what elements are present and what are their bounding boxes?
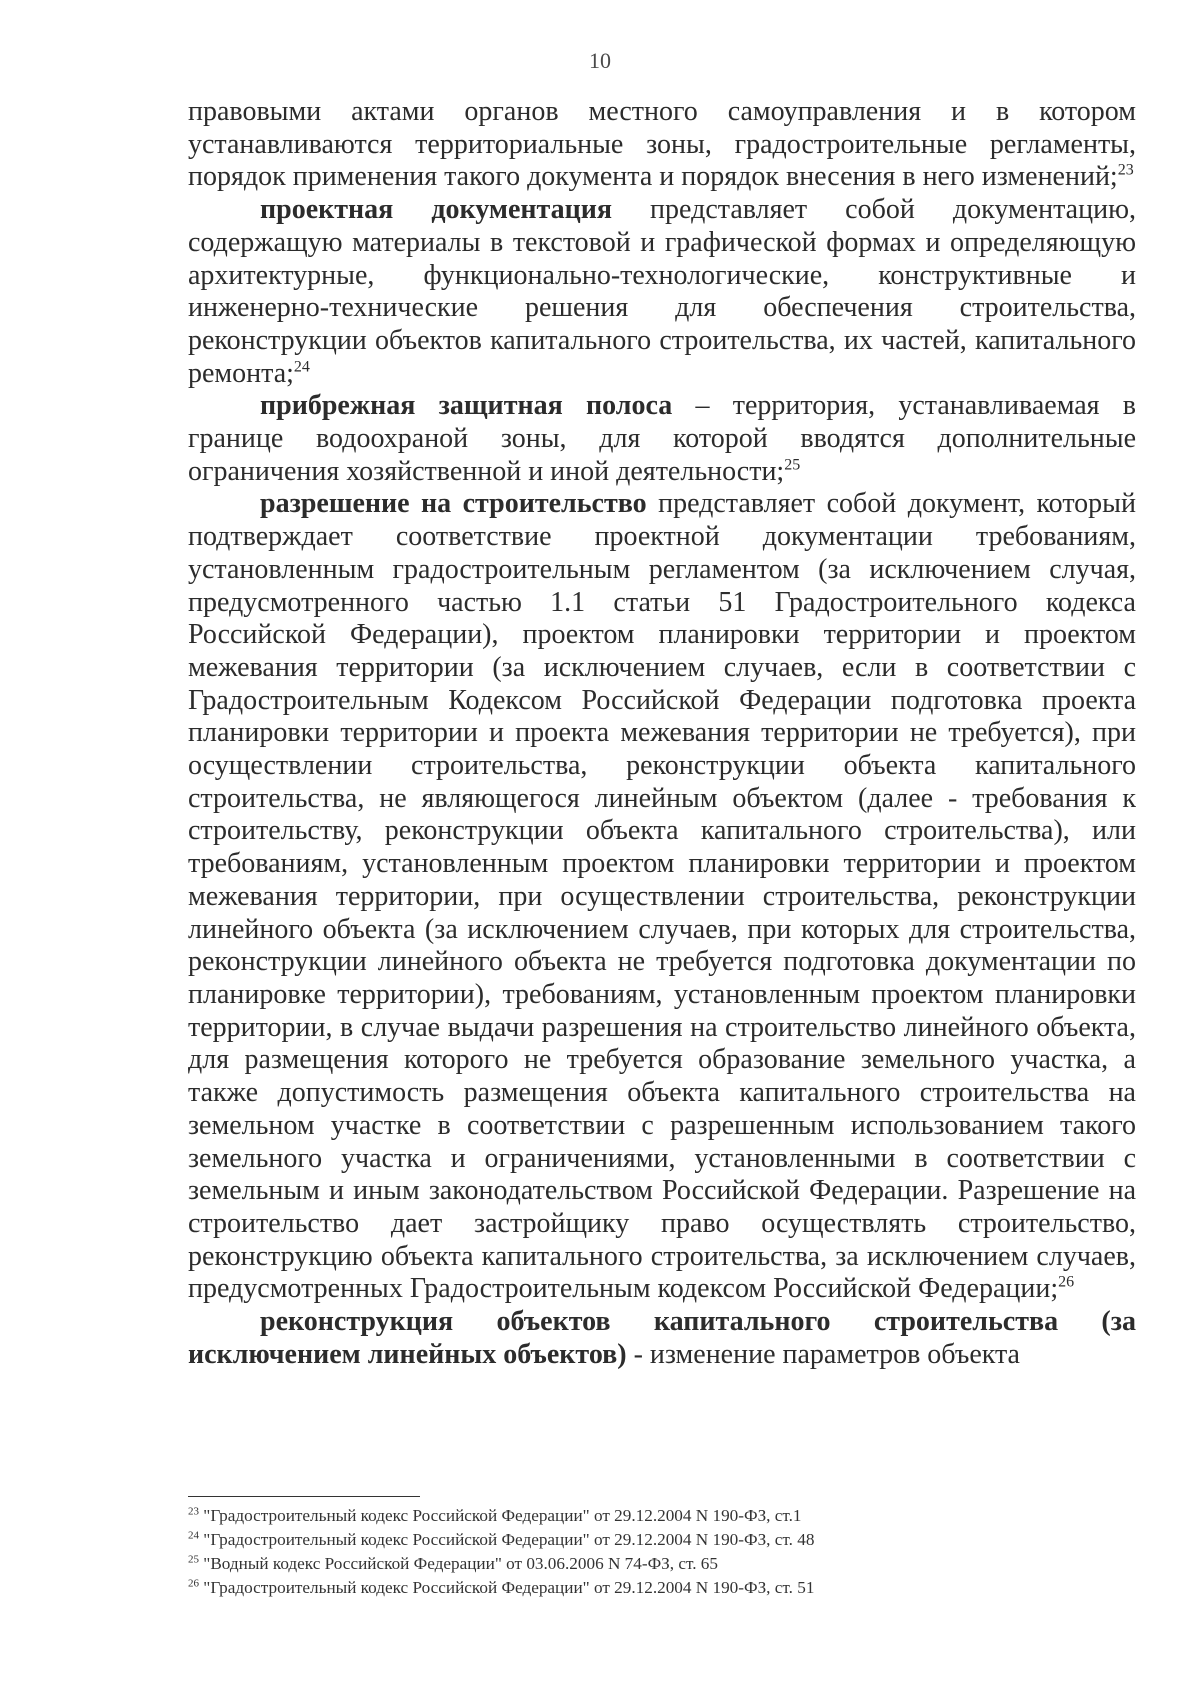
footnote-text: "Градостроительный кодекс Российской Федерации" от 29.12.2004 N 190-ФЗ, ст.1: [199, 1506, 802, 1525]
paragraph-continuation: [188, 96, 1136, 194]
footnote: [188, 1528, 1088, 1552]
footnote: [188, 1504, 1088, 1528]
definition-building-permit: [188, 488, 1136, 1306]
footnote-number: 24: [188, 1529, 199, 1542]
paragraph-text: представляет собой документ, который подтверждает соответствие проектной документации требованиям, установленным градостроительным регламентом (за исключением случая, предусмотренного частью 1.1 статьи 51 Градостроительного кодекса Российской Федерации), проектом планировки территории и проектом межевания территории (за исключением случаев, если в соответствии с Градостроительным Кодексом Российской Федерации подготовка проекта планировки территории и проекта межевания территории не требуется), при осуществлении строительства, реконструкции объекта капитального строительства, не являющегося линейным объектом (далее - требования к строительству, реконструкции объекта капитального строительства), или требованиям, установленным проектом планировки территории и проектом межевания территории, при осуществлении строительства, реконструкции линейного объекта (за исключением случаев, при которых для строительства, реконструкции линейного объекта не требуется подготовка документации по планировке территории), требованиям, установленным проектом планировки территории, в случае выдачи разрешения на строительство линейного объекта, для размещения которого не требуется образование земельного участка, а также допустимость размещения объекта капитального строительства на земельном участке в соответствии с разрешенным использованием такого земельного участка и ограничениями, установленными в соответствии с земельным и иным законодательством Российской Федерации. Разрешение на строительство дает застройщику право осуществлять строительство, реконструкцию объекта капитального строительства, за исключением случаев, предусмотренных Градостроительным кодексом Российской Федерации;: [188, 488, 1136, 1305]
footnote-reference: 25: [784, 456, 801, 474]
footnotes: [188, 1504, 1088, 1600]
footnote-number: 23: [188, 1505, 199, 1518]
footnote-number: 26: [188, 1577, 199, 1590]
defined-term: реконструкция объектов капитального строительства (за исключением линейных объектов): [188, 1306, 1136, 1370]
footnote-text: "Градостроительный кодекс Российской Федерации" от 29.12.2004 N 190-ФЗ, ст. 48: [199, 1530, 815, 1549]
definition-project-documentation: [188, 194, 1136, 390]
page-number: 10: [589, 48, 611, 73]
footnote-reference: 26: [1058, 1273, 1075, 1291]
defined-term: прибрежная защитная полоса: [260, 390, 673, 422]
footnote-text: "Градостроительный кодекс Российской Федерации" от 29.12.2004 N 190-ФЗ, ст. 51: [199, 1578, 815, 1597]
footnote-text: "Водный кодекс Российской Федерации" от 03.06.2006 N 74-ФЗ, ст. 65: [199, 1554, 718, 1573]
footnote: [188, 1552, 1088, 1576]
footnote: [188, 1576, 1088, 1600]
footnote-reference: 24: [293, 358, 310, 376]
definition-coastal-protective-strip: [188, 390, 1136, 488]
paragraph-text: правовыми актами органов местного самоуправления и в котором устанавливаются территориальные зоны, градостроительные регламенты, порядок применения такого документа и порядок внесения в него изменений;: [188, 96, 1136, 193]
defined-term: проектная документация: [260, 194, 613, 226]
footnote-reference: 23: [1117, 162, 1134, 180]
defined-term: разрешение на строительство: [260, 488, 647, 520]
main-text: [188, 96, 1136, 1371]
footnote-divider: [188, 1496, 420, 1497]
footnote-number: 25: [188, 1553, 199, 1566]
definition-reconstruction: [188, 1306, 1136, 1371]
paragraph-text: – территория, устанавливаемая в границе водоохраной зоны, для которой вводятся дополнительные ограничения хозяйственной и иной деятельности;: [188, 390, 1136, 487]
paragraph-text: - изменение параметров объекта: [626, 1338, 1020, 1370]
paragraph-text: представляет собой документацию, содержащую материалы в текстовой и графической формах и определяющую архитектурные, функционально-технологические, конструктивные и инженерно-технические решения для обеспечения строительства, реконструкции объектов капитального строительства, их частей, капитального ремонта;: [188, 194, 1136, 389]
